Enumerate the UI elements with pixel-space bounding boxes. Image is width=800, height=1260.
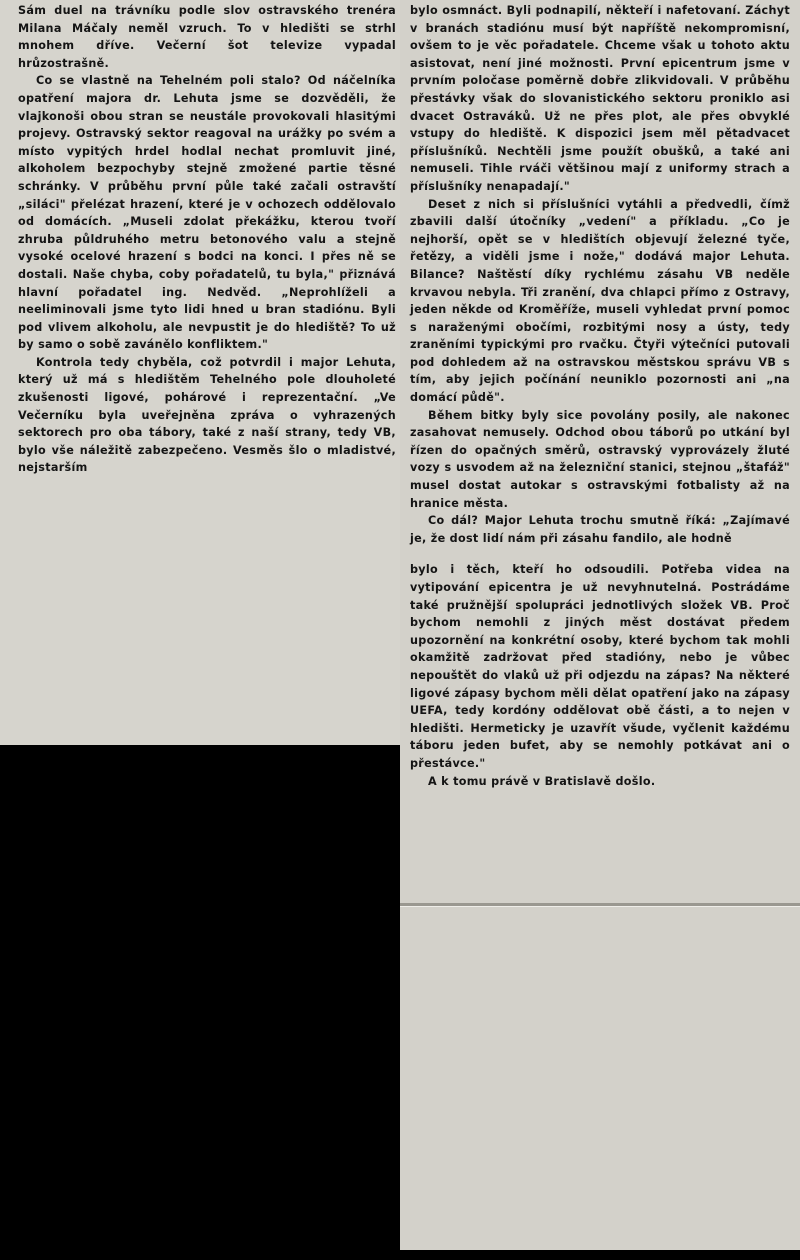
right-paragraph-1: bylo osmnáct. Byli podnapilí, někteří i nafetovaní. Záchyt v branách stadiónu musí být napříště nekompromisní, ovšem to je věc pořadatele. Chceme však u tohoto aktu asistovat, není jiné možnosti. První epicentrum jsme v prvním poločase poměrně dobře zlikvidovali. V průběhu přestávky však do slovanistického sektoru proniklo asi dvacet Ostraváků. Už ne přes plot, ale přes obvyklé vstupy do hlediště. K dispozici jsem měl pětadvacet příslušníků. Nechtěli jsme použít obušků, a také ani nemuseli. Tihle rváči většinou mají z uniformy strach a příslušníky nenapadají." xyxy=(410,4,790,193)
right-paragraph-6: A k tomu právě v Bratislavě došlo. xyxy=(428,774,656,788)
paper-fold-highlight xyxy=(400,906,800,907)
fold-gap xyxy=(410,547,790,561)
newspaper-clipping-right xyxy=(400,0,800,1250)
left-paragraph-3: Kontrola tedy chyběla, což potvrdil i major Lehuta, který už má s hledištěm Tehelného pole dlouholeté zkušenosti ligové, pohárové i reprezentační. „Ve Večerníku byla uveřejněna zpráva o vyhrazených sektorech pro oba tábory, také z naší strany, tedy VB, bylo vše náležitě zabezpečeno. Vesměs šlo o mladistvé, nejstarším xyxy=(18,355,396,475)
right-paragraph-2: Deset z nich si příslušníci vytáhli a předvedli, čímž zbavili další útočníky „vedení" a příkladu. „Co je nejhorší, opět se v hledištích objevují železné tyče, řetězy, a viděli jsme i nože," dodává major Lehuta. Bilance? Naštěstí díky rychlému zásahu VB neděle krvavou nebyla. Tři zranění, dva chlapci přímo z Ostravy, jeden někde od Kroměříže, museli vyhledat první pomoc s naraženými obočími, rozbitými nosy a ústy, tedy zraněními typickými pro rvačku. Čtyři výtečníci putovali pod dohledem až na ostravskou městskou správu VB s tím, aby jejich počínání neuniklo pozornosti ani „na domácí půdě". xyxy=(410,197,790,405)
left-paragraph-1: Sám duel na trávníku podle slov ostravského trenéra Milana Máčaly neměl vzruch. To v hledišti se strhl mnohem dříve. Večerní šot televize vypadal hrůzostrašně. xyxy=(18,4,396,70)
right-paragraph-4: Co dál? Major Lehuta trochu smutně říká: „Zajímavé je, že dost lidí nám při zásahu fandilo, ale hodně xyxy=(410,514,790,545)
right-text-column xyxy=(410,2,790,790)
left-paragraph-2: Co se vlastně na Tehelném poli stalo? Od náčelníka opatření majora dr. Lehuta jsme se dozvěděli, že vlajkonoši obou stran se neustále provokovali hlasitými projevy. Ostravský sektor reagoval na urážky po svém a místo vypitých hrdel hodlal nechat promluvit jiné, alkoholem bezpochyby stejně zmožené partie těsné schránky. V průběhu první půle také začali ostravští „siláci" přelézat hrazení, které je v ochozech oddělovalo od domácích. „Museli zdolat překážku, kterou tvoří zhruba půldruhého metru betonového valu a stejně vysoké ocelové hrazení s bodci na konci. I přes ně se dostali. Naše chyba, coby pořadatelů, tu byla," přiznává hlavní pořadatel ing. Nedvěd. „Neprohlíželi a neeliminovali jsme tyto lidi hned u bran stadiónu. Byli pod vlivem alkoholu, ale nevpustit je do hlediště? To už by samo o sobě zavánělo konfliktem." xyxy=(18,74,396,352)
left-text-column xyxy=(18,2,396,477)
right-paragraph-5: bylo i těch, kteří ho odsoudili. Potřeba videa na vytipování epicentra je už nevyhnutelná. Postrádáme také pružnější spolupráci jednotlivých složek VB. Proč bychom nemohli z jiných měst dostávat předem upozornění na konkrétní osoby, které bychom tak mohli okamžitě zadržovat před stadióny, nebo je vůbec nepouštět do vlaků už při odjezdu na zápas? Na některé ligové zápasy bychom měli dělat opatření jako na zápasy UEFA, tedy kordóny oddělovat obě části, a to nejen v hledišti. Hermeticky je uzavřít všude, vyčlenit každému táboru jeden bufet, aby se nemohly potkávat ani o přestávce." xyxy=(410,563,790,770)
right-paragraph-3: Během bitky byly sice povolány posily, ale nakonec zasahovat nemusely. Odchod obou táborů po utkání byl řízen do opačných směrů, ostravský vyprovázely žluté vozy s usvodem až na železniční stanici, stejnou „štafáž" musel dostat autokar s ostravskými fotbalisty až na hranice města. xyxy=(410,408,790,510)
newspaper-clipping-left xyxy=(0,0,408,745)
